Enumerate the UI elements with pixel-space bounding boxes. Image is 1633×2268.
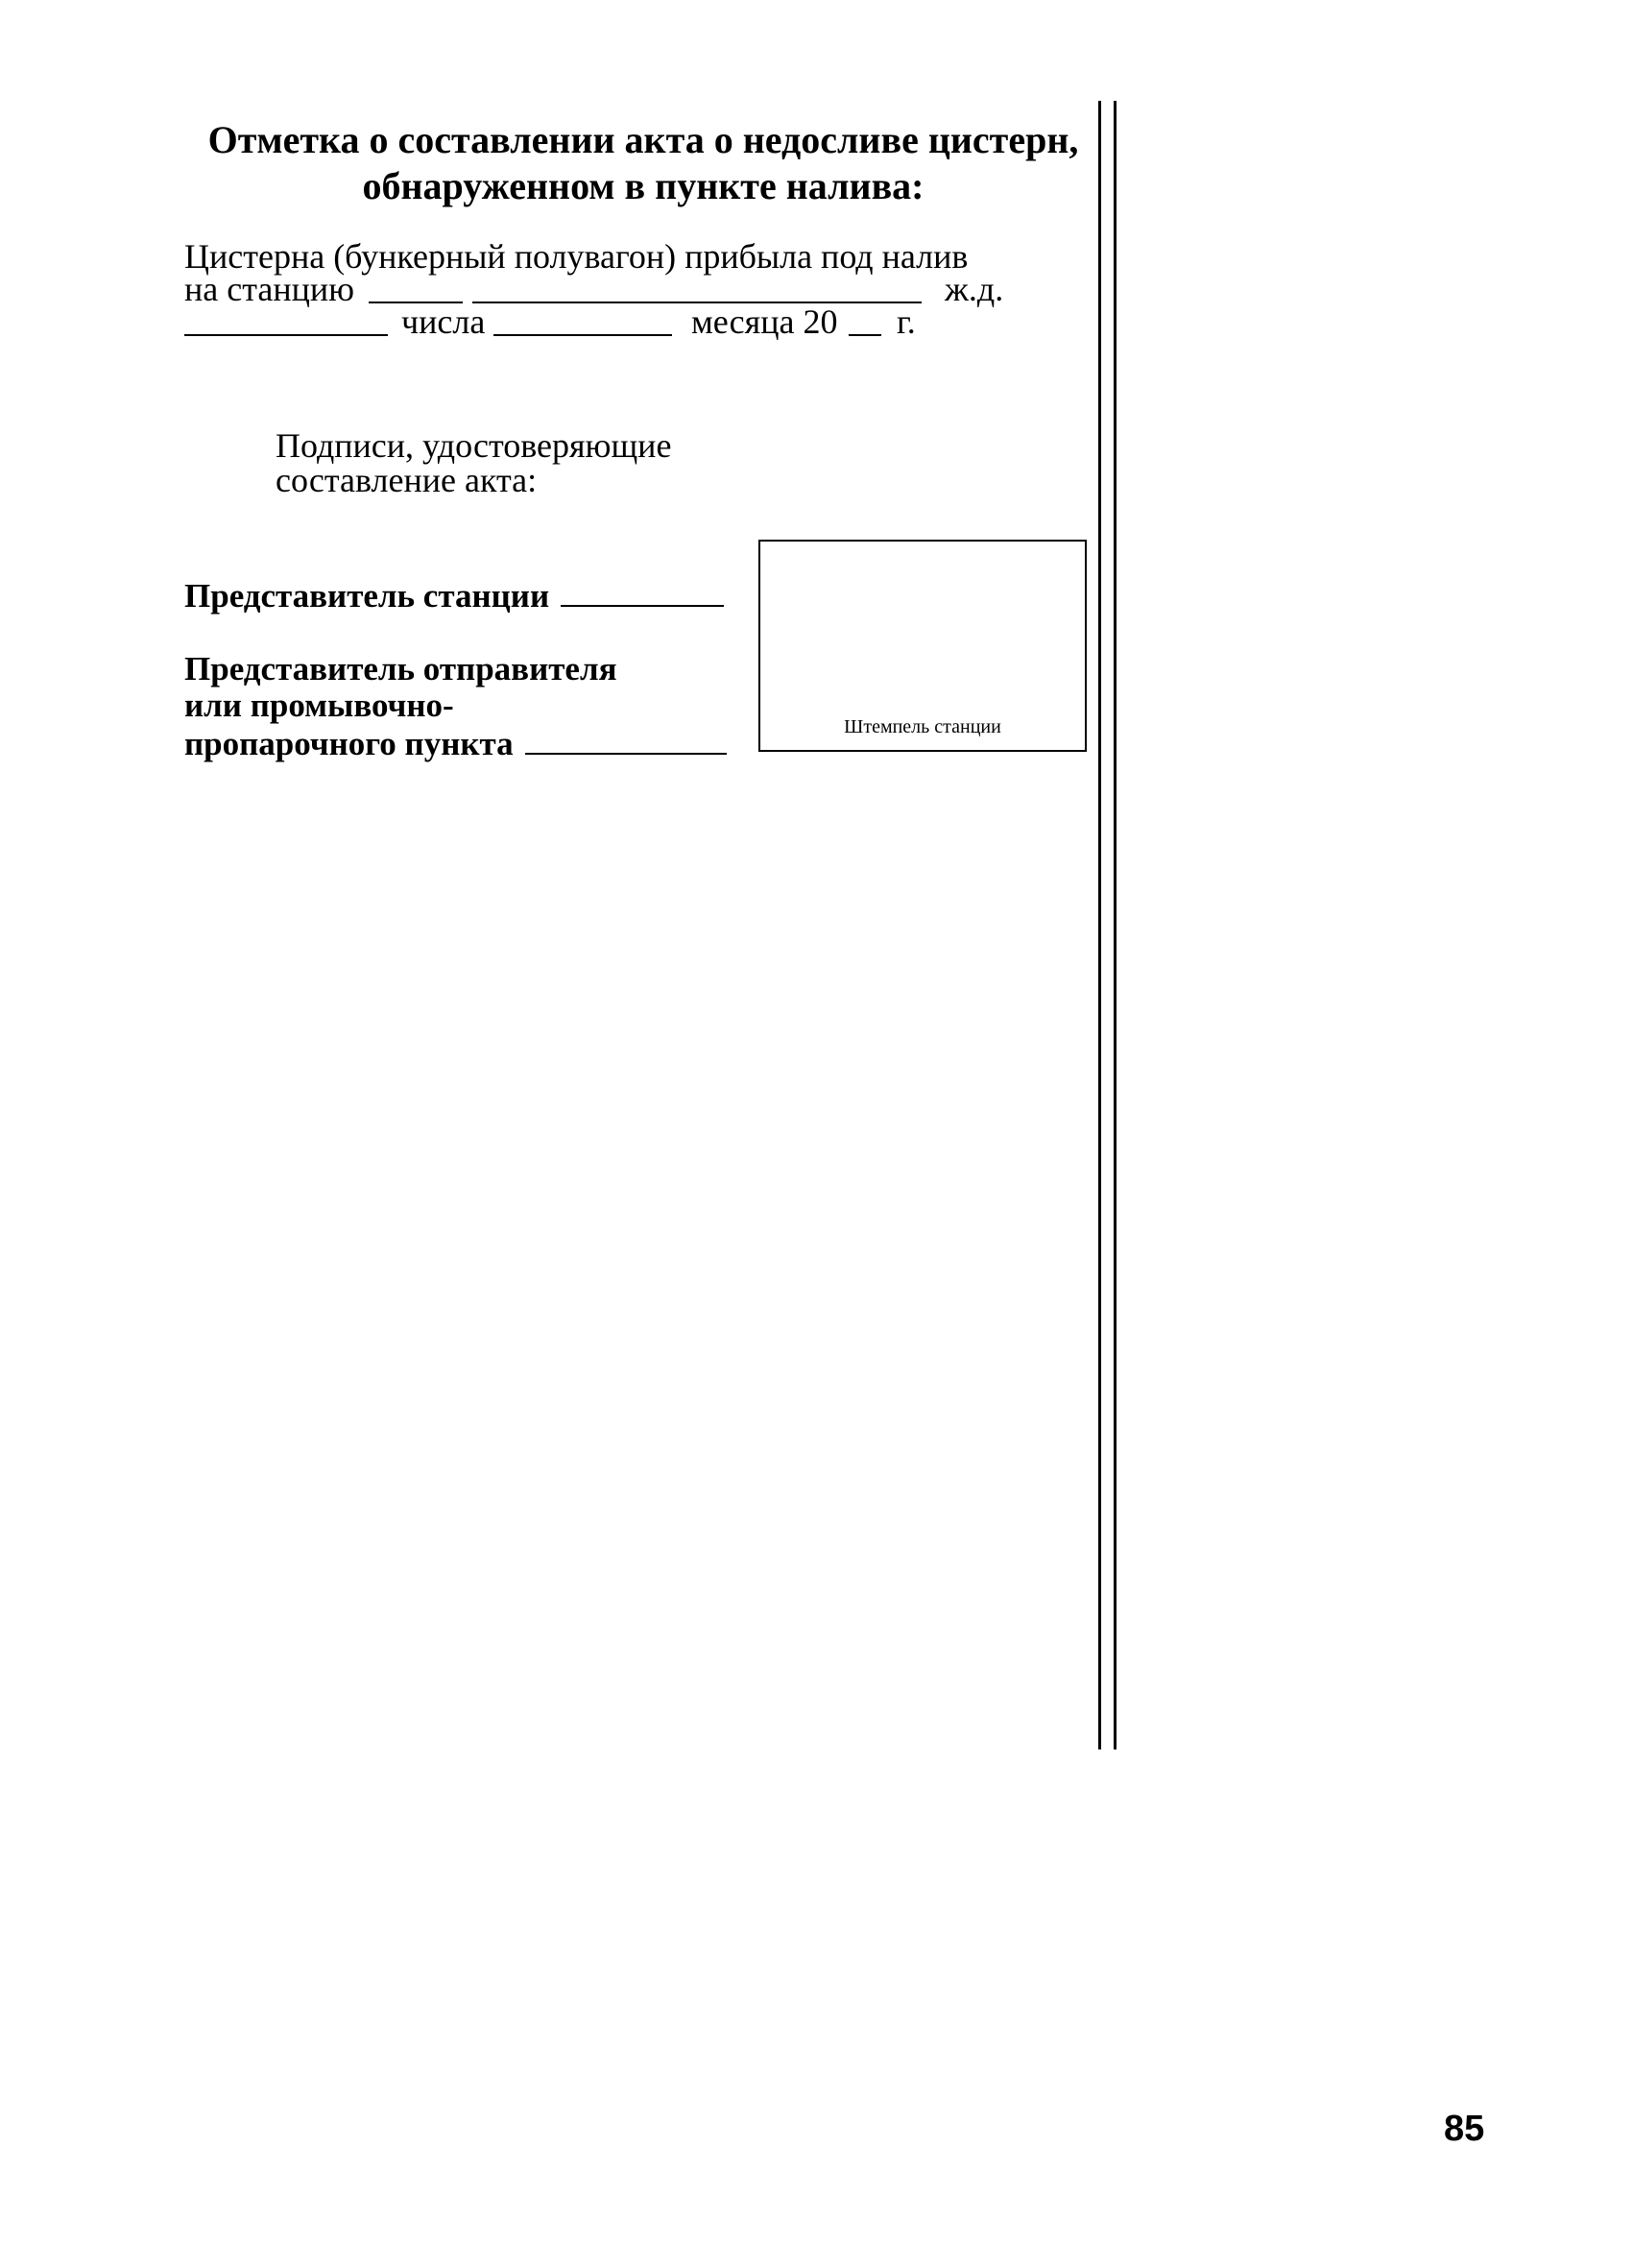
sender-representative-line-2: или промывочно- <box>184 687 454 724</box>
station-representative-label: Представитель станции <box>184 577 550 615</box>
title-line-2: обнаруженном в пункте налива: <box>362 164 925 207</box>
arrival-text: Цистерна (бункерный полувагон) прибыла под налив <box>184 237 969 276</box>
sender-representative-line-3: пропарочного пункта <box>184 725 514 762</box>
arrival-line-2 <box>184 270 1048 308</box>
arrival-line-3 <box>184 302 1048 341</box>
station-stamp-box <box>758 540 1087 752</box>
year-suffix: г. <box>897 302 916 341</box>
railway-suffix: ж.д. <box>945 270 1004 308</box>
station-name-blank[interactable] <box>472 273 922 303</box>
month-label: месяца 20 <box>691 302 838 341</box>
station-stamp-label: Штемпель станции <box>844 716 1001 737</box>
station-representative <box>184 576 724 615</box>
station-prefix: на станцию <box>184 270 355 308</box>
sender-representative-line-1: Представитель отправителя <box>184 650 617 688</box>
signatures-note-line-1: Подписи, удостоверяющие <box>276 426 672 465</box>
month-blank[interactable] <box>493 305 672 336</box>
page-number: 85 <box>1444 2109 1485 2149</box>
margin-rule-left <box>1098 101 1101 1749</box>
year-blank[interactable] <box>849 305 881 336</box>
document-title <box>182 117 1104 209</box>
sender-representative <box>184 651 727 762</box>
arrival-statement <box>184 237 1048 341</box>
title-line-1: Отметка о составлении акта о недосливе цистерн, <box>207 118 1079 161</box>
day-blank[interactable] <box>184 305 388 336</box>
signatures-note <box>276 428 671 497</box>
day-label: числа <box>401 302 486 341</box>
station-representative-signature-line[interactable] <box>561 576 724 607</box>
station-code-blank[interactable] <box>369 273 463 303</box>
arrival-line-1 <box>184 237 1048 276</box>
margin-rule-right <box>1114 101 1117 1749</box>
sender-representative-signature-line[interactable] <box>525 724 727 755</box>
signatures-note-line-2: составление акта: <box>276 461 538 499</box>
